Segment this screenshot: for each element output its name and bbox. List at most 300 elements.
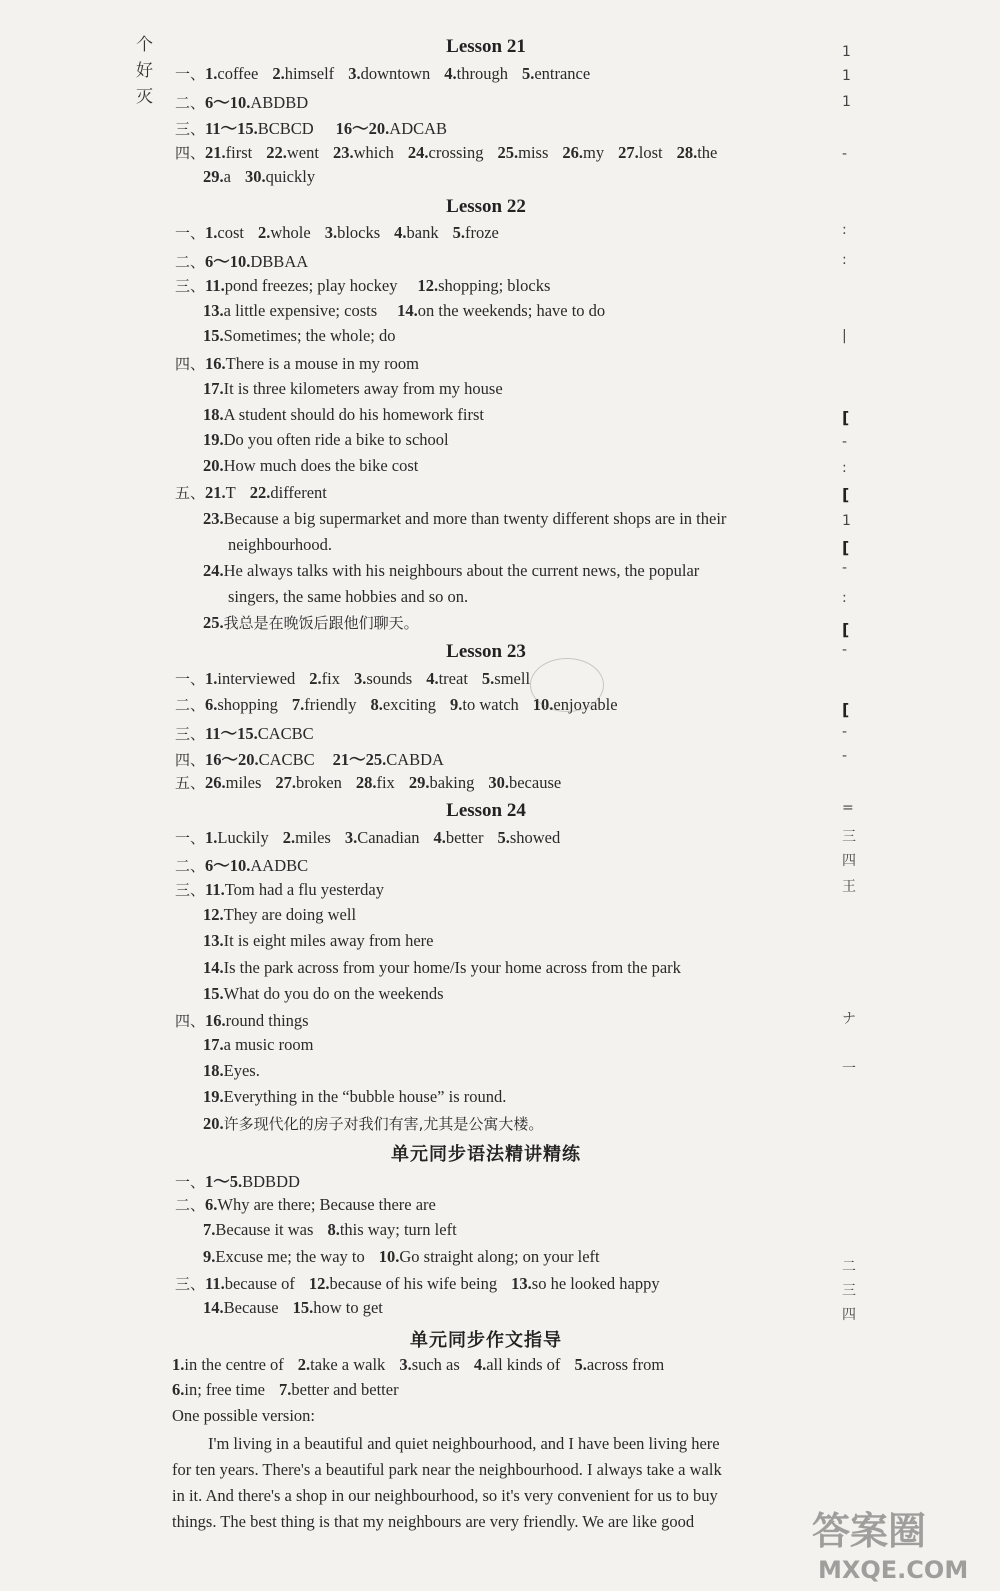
question-number: 6～10. bbox=[205, 856, 251, 875]
answer-text: first bbox=[225, 143, 253, 162]
question-number: 19. bbox=[203, 1087, 224, 1106]
answer-line bbox=[175, 1168, 300, 1192]
answer-text: Is the park across from your home/Is your home across from the park bbox=[223, 958, 681, 977]
answer-text: Tom had a flu yesterday bbox=[224, 880, 384, 899]
answer-text: A student should do his homework first bbox=[223, 405, 484, 424]
answer-item bbox=[677, 143, 718, 162]
question-number: 23. bbox=[332, 143, 354, 162]
question-number: 20. bbox=[203, 456, 224, 475]
question-number: 22. bbox=[249, 483, 271, 502]
question-number: 7. bbox=[203, 1220, 216, 1239]
margin-mark: 三 bbox=[842, 1283, 856, 1299]
question-number: 29. bbox=[408, 773, 430, 792]
answer-item bbox=[258, 223, 311, 242]
answer-line bbox=[175, 353, 419, 374]
section-title: 单元同步作文指导 bbox=[410, 1330, 562, 1351]
answer-item bbox=[488, 773, 561, 792]
answer-line bbox=[175, 115, 447, 139]
question-number: 24. bbox=[203, 561, 224, 580]
watermark-cn: 答案圈 bbox=[812, 1509, 927, 1553]
answer-text: because of his wife being bbox=[329, 1274, 498, 1293]
answer-text: himself bbox=[284, 64, 335, 83]
answer-text: friendly bbox=[304, 695, 357, 714]
answer-line bbox=[203, 430, 449, 450]
question-group-number: 三、 bbox=[175, 277, 206, 295]
answer-text: broken bbox=[296, 773, 342, 792]
question-number: 6. bbox=[205, 1195, 218, 1214]
answer-item bbox=[205, 276, 397, 295]
question-group-number: 三、 bbox=[175, 1275, 206, 1293]
answer-text: different bbox=[270, 483, 327, 502]
answer-text: entrance bbox=[534, 64, 591, 83]
answer-item bbox=[283, 828, 331, 847]
answer-text: BCBCD bbox=[257, 119, 314, 138]
question-number: 2. bbox=[309, 669, 322, 688]
faint-stamp bbox=[530, 658, 604, 712]
question-number: 1. bbox=[205, 669, 218, 688]
answer-text: pond freezes; play hockey bbox=[224, 276, 398, 295]
answer-text: Excuse me; the way to bbox=[215, 1247, 365, 1266]
answer-item bbox=[205, 773, 261, 792]
answer-text: across from bbox=[586, 1355, 665, 1374]
answer-text: There is a mouse in my room bbox=[225, 354, 420, 373]
answer-item bbox=[275, 773, 341, 792]
margin-mark: - bbox=[842, 434, 848, 450]
margin-mark: [ bbox=[842, 700, 850, 719]
question-number: 13. bbox=[203, 301, 224, 320]
answer-item bbox=[371, 695, 437, 714]
margin-mark: 1 bbox=[842, 44, 851, 60]
answer-line bbox=[203, 612, 419, 633]
question-number: 28. bbox=[676, 143, 698, 162]
question-number: 4. bbox=[426, 669, 439, 688]
essay-line: for ten years. There's a beautiful park near the neighbourhood. I always take a walk bbox=[172, 1460, 722, 1479]
answer-item bbox=[172, 1355, 284, 1374]
answer-line bbox=[175, 1273, 660, 1294]
answer-line bbox=[203, 1061, 260, 1081]
question-number: 16～20. bbox=[205, 750, 259, 769]
answer-text: crossing bbox=[428, 143, 484, 162]
answer-item bbox=[498, 143, 549, 162]
answer-text: miss bbox=[518, 143, 549, 162]
answer-text: ABDBD bbox=[250, 93, 309, 112]
answer-item bbox=[434, 828, 484, 847]
answer-item bbox=[203, 1061, 260, 1080]
question-number: 11. bbox=[205, 1274, 225, 1293]
question-number: 11～15. bbox=[205, 119, 258, 138]
answer-text: Canadian bbox=[357, 828, 420, 847]
answer-text: a bbox=[223, 167, 231, 186]
answer-text: quickly bbox=[265, 167, 316, 186]
answer-text: fix bbox=[321, 669, 340, 688]
question-group-number: 一、 bbox=[175, 670, 206, 688]
question-number: 10. bbox=[532, 695, 554, 714]
question-number: 9. bbox=[203, 1247, 216, 1266]
answer-item bbox=[333, 750, 444, 769]
answer-item bbox=[574, 1355, 664, 1374]
answer-text: shopping bbox=[217, 695, 278, 714]
question-number: 20. bbox=[203, 1114, 224, 1133]
answer-text: froze bbox=[464, 223, 499, 242]
answer-text: 我总是在晚饭后跟他们聊天。 bbox=[223, 614, 419, 632]
question-group-number: 三、 bbox=[175, 881, 206, 899]
answer-item bbox=[203, 1247, 365, 1266]
answer-item bbox=[205, 1195, 436, 1214]
margin-char: 个 bbox=[136, 35, 153, 55]
answer-item bbox=[203, 167, 231, 186]
answer-line bbox=[175, 1194, 436, 1215]
question-number: 7. bbox=[279, 1380, 292, 1399]
answer-text: baking bbox=[429, 773, 475, 792]
answer-line bbox=[175, 879, 384, 900]
question-number: 17. bbox=[203, 1035, 224, 1054]
answer-text: CACBC bbox=[258, 750, 315, 769]
answer-item bbox=[511, 1274, 659, 1293]
answer-text: neighbourhood. bbox=[228, 535, 333, 554]
question-number: 16. bbox=[205, 354, 226, 373]
margin-mark: | bbox=[842, 328, 847, 344]
margin-mark: - bbox=[842, 560, 848, 576]
question-number: 22. bbox=[266, 143, 287, 162]
question-group-number: 二、 bbox=[175, 857, 206, 875]
answer-item bbox=[417, 276, 550, 295]
question-number: 21. bbox=[205, 483, 226, 502]
margin-mark: 三 bbox=[842, 829, 856, 845]
answer-text: miles bbox=[295, 828, 331, 847]
question-number: 15. bbox=[203, 984, 224, 1003]
answer-line bbox=[203, 1035, 313, 1055]
essay-line: in it. And there's a shop in our neighbourhood, so it's very convenient for us to buy bbox=[172, 1486, 718, 1505]
answer-text: because of bbox=[224, 1274, 295, 1293]
question-number: 4. bbox=[394, 223, 407, 242]
question-number: 18. bbox=[203, 405, 224, 424]
answer-line bbox=[203, 509, 726, 529]
question-group-number: 二、 bbox=[175, 94, 206, 112]
margin-mark: : bbox=[842, 590, 847, 606]
answer-line bbox=[175, 852, 308, 876]
answer-text: 许多现代化的房子对我们有害,尤其是公寓大楼。 bbox=[223, 1115, 544, 1133]
answer-text: CABDA bbox=[386, 750, 444, 769]
answer-item bbox=[203, 958, 681, 977]
answer-item bbox=[309, 669, 340, 688]
answer-text: such as bbox=[411, 1355, 460, 1374]
answer-text: Because it was bbox=[215, 1220, 314, 1239]
section-title: Lesson 23 bbox=[446, 641, 526, 662]
question-number: 27. bbox=[275, 773, 297, 792]
answer-line bbox=[175, 63, 590, 84]
margin-mark: - bbox=[842, 642, 848, 658]
answer-item bbox=[399, 1355, 460, 1374]
answer-item bbox=[250, 483, 327, 502]
answer-line bbox=[175, 275, 550, 296]
answer-text: sounds bbox=[366, 669, 413, 688]
answer-item bbox=[205, 828, 269, 847]
question-number: 19. bbox=[203, 430, 224, 449]
answer-text: BDBDD bbox=[242, 1172, 300, 1191]
question-number: 28. bbox=[355, 773, 377, 792]
answer-item bbox=[348, 64, 430, 83]
answer-text: a little expensive; costs bbox=[223, 301, 378, 320]
answer-text: to watch bbox=[462, 695, 519, 714]
answer-text: better and better bbox=[291, 1380, 399, 1399]
margin-mark: [ bbox=[842, 620, 850, 639]
question-number: 13. bbox=[203, 931, 224, 950]
answer-text: my bbox=[583, 143, 605, 162]
answer-line bbox=[203, 1298, 383, 1318]
question-number: 1. bbox=[205, 64, 218, 83]
answer-text: in the centre of bbox=[184, 1355, 284, 1374]
answer-item bbox=[474, 1355, 561, 1374]
answer-text: It is three kilometers away from my house bbox=[223, 379, 503, 398]
answer-text: AADBC bbox=[250, 856, 309, 875]
margin-mark: 四 bbox=[842, 853, 856, 869]
question-number: 26. bbox=[205, 773, 226, 792]
answer-item bbox=[203, 931, 433, 950]
answer-item bbox=[203, 379, 503, 398]
question-number: 3. bbox=[344, 828, 358, 847]
question-number: 1. bbox=[205, 223, 218, 242]
answer-item bbox=[522, 64, 590, 83]
answer-text: ADCAB bbox=[389, 119, 448, 138]
answer-text: How much does the bike cost bbox=[223, 456, 419, 475]
question-number: 11～15. bbox=[205, 724, 258, 743]
answer-text: showed bbox=[509, 828, 561, 847]
margin-mark: 王 bbox=[842, 879, 856, 895]
answer-item bbox=[618, 143, 662, 162]
answer-item bbox=[333, 143, 394, 162]
answer-item bbox=[397, 301, 605, 320]
question-number: 29. bbox=[203, 167, 224, 186]
margin-char: 灭 bbox=[136, 87, 153, 107]
answer-text: exciting bbox=[382, 695, 437, 714]
answer-item bbox=[205, 483, 236, 502]
answer-line bbox=[175, 720, 314, 744]
answer-text: fix bbox=[376, 773, 395, 792]
margin-mark: [ bbox=[842, 485, 850, 504]
question-number: 3. bbox=[324, 223, 338, 242]
answer-text: went bbox=[286, 143, 319, 162]
answer-text: CACBC bbox=[257, 724, 314, 743]
answer-text: treat bbox=[438, 669, 468, 688]
right-margin-marks bbox=[842, 30, 862, 1590]
question-number: 21～25. bbox=[332, 750, 387, 769]
answer-item bbox=[453, 223, 499, 242]
question-number: 21. bbox=[205, 143, 226, 162]
essay-line: things. The best thing is that my neighbours are very friendly. We are like good bbox=[172, 1512, 695, 1531]
answer-text: shopping; blocks bbox=[438, 276, 551, 295]
answer-line bbox=[175, 482, 327, 503]
question-number: 7. bbox=[291, 695, 305, 714]
answer-text: this way; turn left bbox=[339, 1220, 457, 1239]
question-group-number: 四、 bbox=[175, 1012, 206, 1030]
answer-line bbox=[203, 931, 433, 951]
answer-text: on the weekends; have to do bbox=[417, 301, 606, 320]
answer-item bbox=[203, 561, 699, 580]
answer-item bbox=[354, 669, 412, 688]
answer-line bbox=[172, 1380, 399, 1400]
answer-item bbox=[205, 354, 419, 373]
answer-text: take a walk bbox=[310, 1355, 386, 1374]
answer-item bbox=[245, 167, 315, 186]
question-number: 18. bbox=[203, 1061, 224, 1080]
question-group-number: 二、 bbox=[175, 253, 206, 271]
answer-item bbox=[205, 93, 308, 112]
margin-mark: = bbox=[842, 800, 854, 816]
question-group-number: 四、 bbox=[175, 751, 206, 769]
answer-item bbox=[272, 64, 334, 83]
question-number: 3. bbox=[399, 1355, 412, 1374]
question-group-number: 一、 bbox=[175, 829, 206, 847]
answer-text: coffee bbox=[217, 64, 259, 83]
answer-item bbox=[345, 828, 420, 847]
answer-text: how to get bbox=[313, 1298, 383, 1317]
question-number: 6～10. bbox=[205, 252, 251, 271]
answer-item bbox=[203, 430, 449, 449]
answer-item bbox=[205, 695, 278, 714]
answer-text: He always talks with his neighbours about the current news, the popular bbox=[223, 561, 700, 580]
question-number: 24. bbox=[407, 143, 429, 162]
section-title: Lesson 22 bbox=[446, 196, 526, 217]
answer-line bbox=[175, 1010, 309, 1031]
answer-item bbox=[293, 1298, 383, 1317]
answer-item bbox=[482, 669, 530, 688]
question-number: 2. bbox=[257, 223, 271, 242]
answer-item bbox=[203, 405, 484, 424]
question-group-number: 三、 bbox=[175, 120, 206, 138]
answer-text: Why are there; Because there are bbox=[217, 1195, 436, 1214]
watermark-logo bbox=[804, 1498, 994, 1586]
margin-mark: : bbox=[842, 460, 847, 476]
question-number: 25. bbox=[203, 613, 224, 632]
essay-line: I'm living in a beautiful and quiet neighbourhood, and I have been living here bbox=[208, 1434, 720, 1453]
question-number: 5. bbox=[452, 223, 465, 242]
question-group-number: 一、 bbox=[175, 65, 206, 83]
question-number: 17. bbox=[203, 379, 224, 398]
answer-line bbox=[175, 222, 499, 243]
answer-item bbox=[205, 1011, 309, 1030]
question-number: 8. bbox=[370, 695, 383, 714]
answer-item bbox=[266, 143, 319, 162]
question-group-number: 五、 bbox=[175, 484, 206, 502]
answer-item bbox=[309, 1274, 497, 1293]
answer-line bbox=[203, 326, 395, 346]
answer-line bbox=[175, 827, 560, 848]
margin-mark: [ bbox=[842, 538, 850, 557]
question-number: 4. bbox=[444, 64, 457, 83]
question-number: 15. bbox=[203, 326, 224, 345]
answer-text: Everything in the “bubble house” is round. bbox=[223, 1087, 507, 1106]
question-number: 25. bbox=[497, 143, 519, 162]
question-number: 12. bbox=[203, 905, 224, 924]
answer-item bbox=[172, 1380, 265, 1399]
answer-item bbox=[203, 456, 418, 475]
answer-item bbox=[426, 669, 468, 688]
answer-item bbox=[279, 1380, 399, 1399]
answer-text: Eyes. bbox=[223, 1061, 260, 1080]
question-group-number: 三、 bbox=[175, 725, 206, 743]
answer-line bbox=[203, 1113, 543, 1134]
question-number: 10. bbox=[378, 1247, 400, 1266]
answer-line bbox=[203, 167, 315, 187]
answer-line bbox=[203, 984, 444, 1004]
answer-item bbox=[203, 1114, 543, 1133]
answer-item bbox=[336, 119, 447, 138]
question-number: 23. bbox=[203, 509, 224, 528]
answer-text: Do you often ride a bike to school bbox=[223, 430, 449, 449]
answer-line bbox=[203, 405, 484, 425]
answer-text: so he looked happy bbox=[531, 1274, 660, 1293]
margin-mark: - bbox=[842, 724, 848, 740]
question-number: 14. bbox=[397, 301, 418, 320]
question-number: 9. bbox=[450, 695, 463, 714]
answer-text: blocks bbox=[337, 223, 381, 242]
answer-text: Because a big supermarket and more than twenty different shops are in their bbox=[223, 509, 727, 528]
margin-mark: 1 bbox=[842, 94, 851, 110]
question-number: 8. bbox=[327, 1220, 340, 1239]
answer-line bbox=[172, 1355, 664, 1375]
margin-mark: : bbox=[842, 252, 847, 268]
margin-mark: - bbox=[842, 146, 848, 162]
question-group-number: 二、 bbox=[175, 696, 206, 714]
answer-text: all kinds of bbox=[486, 1355, 561, 1374]
answer-item bbox=[409, 773, 475, 792]
answer-text: They are doing well bbox=[223, 905, 357, 924]
question-number: 16～20. bbox=[335, 119, 390, 138]
margin-mark: 1 bbox=[842, 68, 851, 84]
question-number: 5. bbox=[521, 64, 535, 83]
answer-text: singers, the same hobbies and so on. bbox=[228, 587, 469, 606]
answer-text: What do you do on the weekends bbox=[223, 984, 444, 1003]
answer-line bbox=[175, 142, 717, 163]
answer-text: smell bbox=[494, 669, 531, 688]
question-number: 12. bbox=[417, 276, 439, 295]
question-number: 4. bbox=[473, 1355, 487, 1374]
answer-line bbox=[228, 535, 332, 555]
answer-text: Because bbox=[223, 1298, 279, 1317]
answer-line bbox=[203, 905, 356, 925]
section-title: 单元同步语法精讲精练 bbox=[391, 1144, 581, 1165]
answer-text: the bbox=[697, 143, 718, 162]
question-group-number: 四、 bbox=[175, 144, 206, 162]
question-number: 16. bbox=[205, 1011, 226, 1030]
answer-item bbox=[205, 119, 314, 138]
answer-text: T bbox=[225, 483, 236, 502]
answer-item bbox=[203, 1035, 313, 1054]
question-number: 5. bbox=[481, 669, 495, 688]
answer-item bbox=[205, 724, 314, 743]
answer-item bbox=[203, 613, 419, 632]
answer-item bbox=[356, 773, 395, 792]
answer-text: which bbox=[353, 143, 394, 162]
question-number: 14. bbox=[203, 1298, 224, 1317]
answer-text: enjoyable bbox=[553, 695, 618, 714]
answer-text: interviewed bbox=[217, 669, 296, 688]
answer-item bbox=[203, 905, 356, 924]
question-number: 6. bbox=[205, 695, 218, 714]
question-number: 2. bbox=[282, 828, 296, 847]
answer-text: because bbox=[508, 773, 562, 792]
margin-mark: 四 bbox=[842, 1307, 856, 1323]
margin-mark: ナ bbox=[842, 1011, 856, 1027]
answer-text: Sometimes; the whole; do bbox=[223, 326, 396, 345]
answer-item bbox=[205, 880, 384, 899]
answer-text: downtown bbox=[360, 64, 431, 83]
answer-text: cost bbox=[217, 223, 244, 242]
answer-item bbox=[205, 750, 315, 769]
margin-mark: [ bbox=[842, 408, 850, 427]
question-number: 26. bbox=[562, 143, 584, 162]
answer-line bbox=[203, 958, 681, 978]
